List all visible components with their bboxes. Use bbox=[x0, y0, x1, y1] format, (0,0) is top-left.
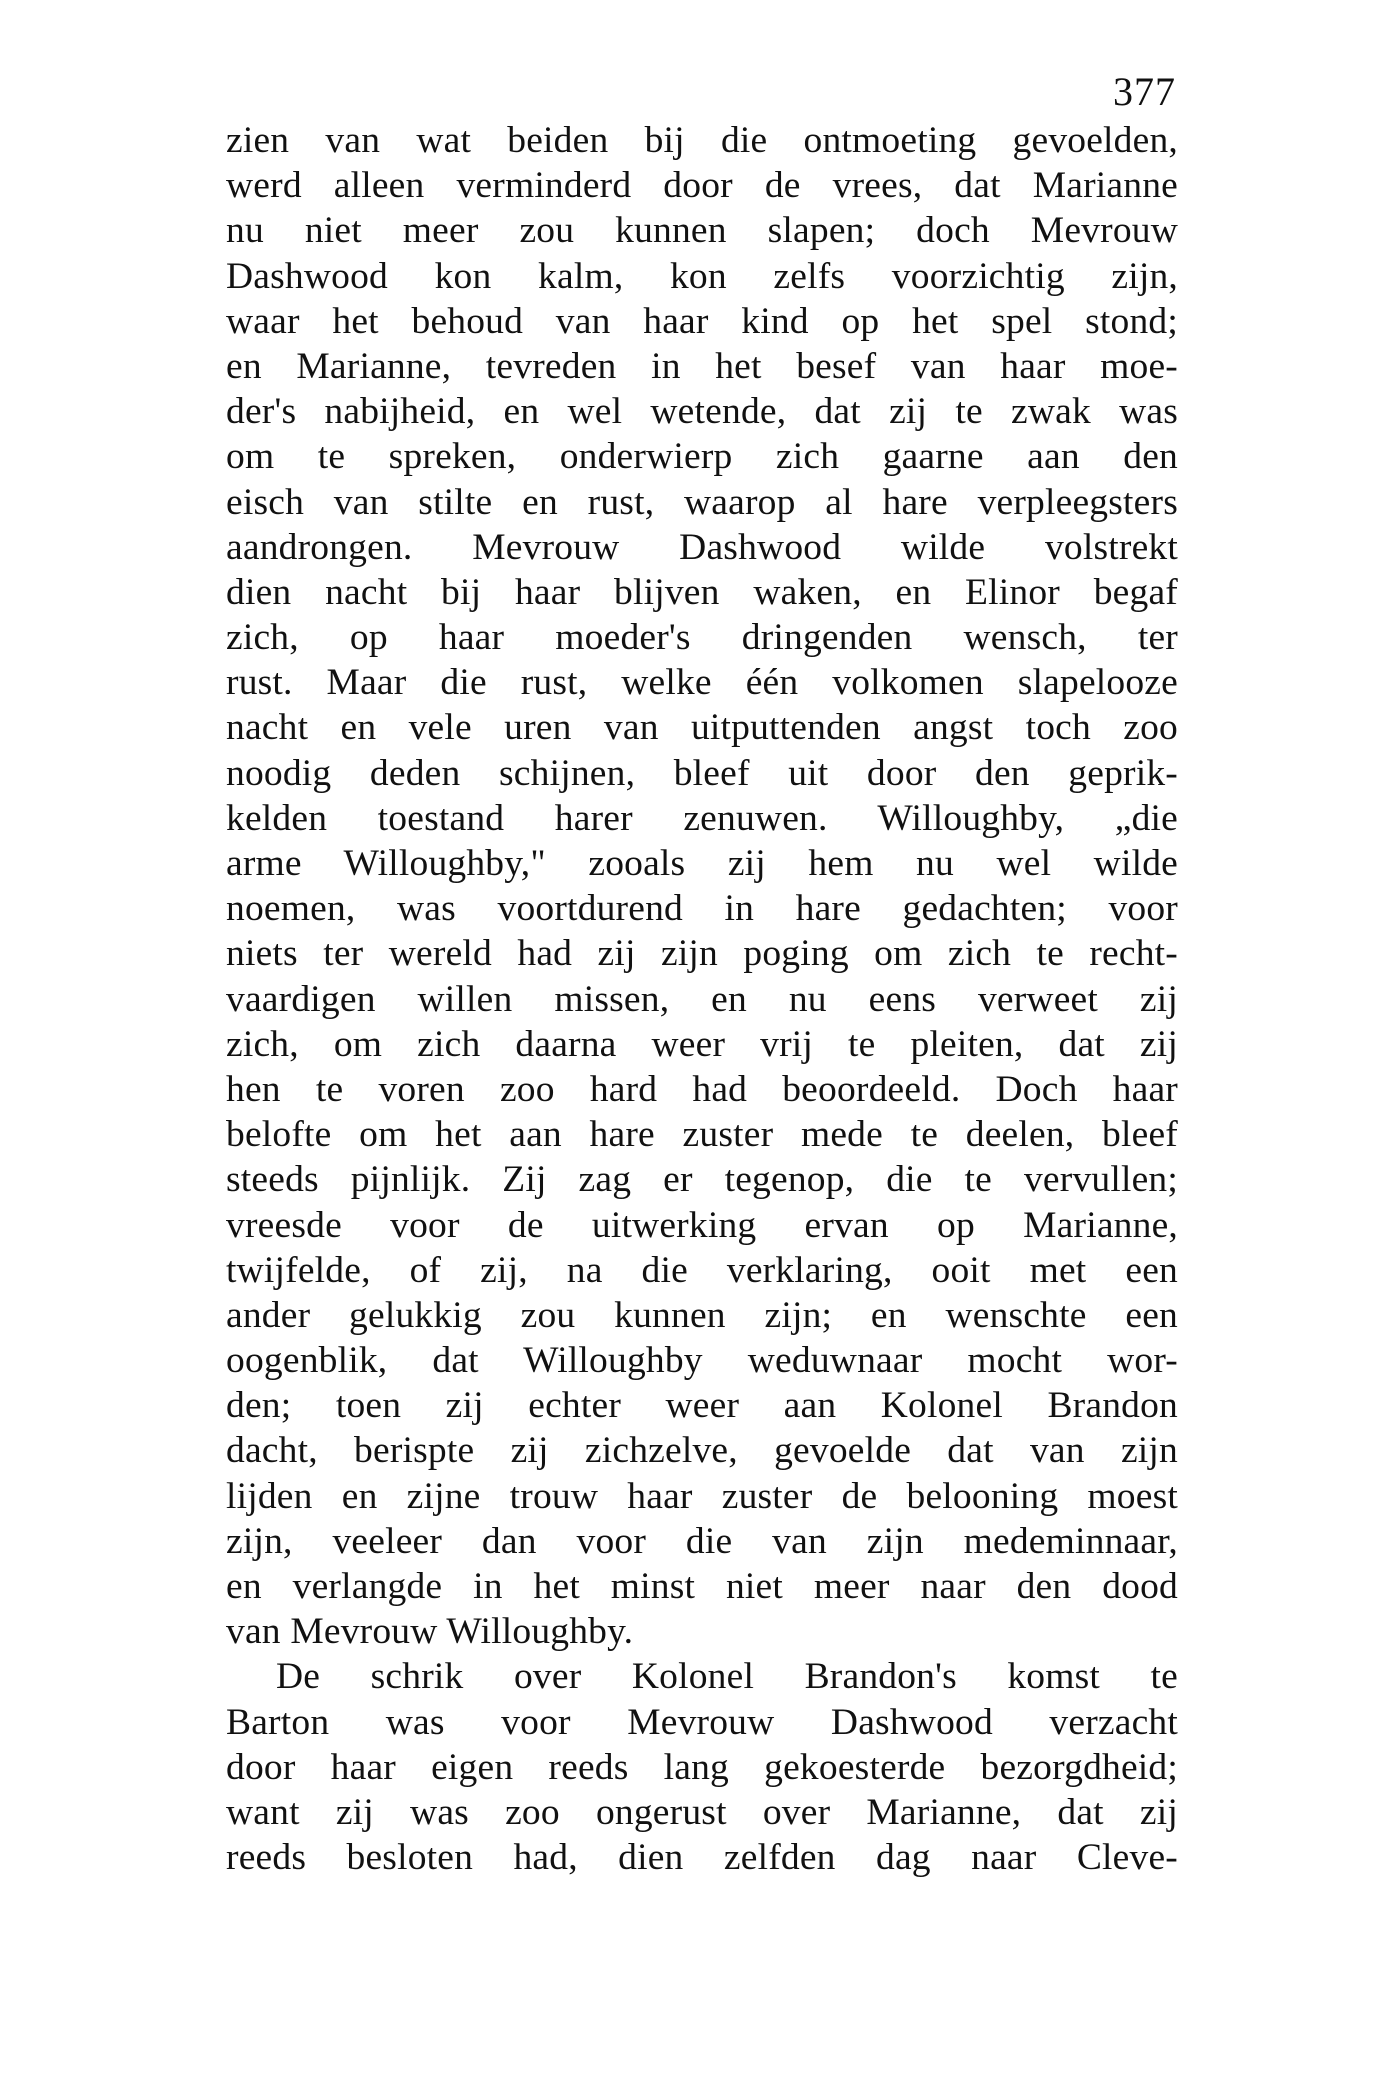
text-line: eisch van stilte en rust, waarop al hare verpleegsters bbox=[226, 481, 1178, 523]
text-line: noemen, was voortdurend in hare gedachten; voor bbox=[226, 888, 1178, 930]
text-line: rust. Maar die rust, welke één volkomen slapelooze bbox=[226, 662, 1178, 704]
text-line: vreesde voor de uitwerking ervan op Marianne, bbox=[226, 1204, 1178, 1246]
text-line: werd alleen verminderd door de vrees, dat Marianne bbox=[226, 165, 1178, 207]
text-line: aandrongen. Mevrouw Dashwood wilde volstrekt bbox=[226, 526, 1178, 568]
text-line: noodig deden schijnen, bleef uit door den geprik- bbox=[226, 752, 1178, 794]
text-line: steeds pijnlijk. Zij zag er tegenop, die te vervullen; bbox=[226, 1159, 1178, 1201]
text-line: want zij was zoo ongerust over Marianne, dat zij bbox=[226, 1791, 1178, 1833]
text-line: Barton was voor Mevrouw Dashwood verzacht bbox=[226, 1701, 1178, 1743]
text-line: der's nabijheid, en wel wetende, dat zij te zwak was bbox=[226, 391, 1178, 433]
text-line: waar het behoud van haar kind op het spel stond; bbox=[226, 300, 1178, 342]
page-number: 377 bbox=[1113, 69, 1176, 114]
text-line: en verlangde in het minst niet meer naar den dood bbox=[226, 1566, 1178, 1607]
text-line: den; toen zij echter weer aan Kolonel Brandon bbox=[226, 1385, 1178, 1427]
text-line: De schrik over Kolonel Brandon's komst te bbox=[276, 1656, 1178, 1698]
text-line: kelden toestand harer zenuwen. Willoughby, „die bbox=[226, 797, 1178, 839]
text-line: van Mevrouw Willoughby. bbox=[226, 1611, 634, 1653]
text-line: nacht en vele uren van uitputtenden angst toch zoo bbox=[226, 707, 1178, 749]
text-line: Dashwood kon kalm, kon zelfs voorzichtig zijn, bbox=[226, 255, 1178, 297]
text-line: door haar eigen reeds lang gekoesterde bezorgdheid; bbox=[226, 1746, 1178, 1788]
text-line: vaardigen willen missen, en nu eens verweet zij bbox=[226, 978, 1178, 1020]
text-line: dacht, berispte zij zichzelve, gevoelde dat van zijn bbox=[226, 1430, 1178, 1472]
text-line: dien nacht bij haar blijven waken, en Elinor begaf bbox=[226, 571, 1178, 613]
text-line: zich, om zich daarna weer vrij te pleiten, dat zij bbox=[226, 1023, 1178, 1065]
text-line: zijn, veeleer dan voor die van zijn medeminnaar, bbox=[226, 1520, 1178, 1562]
body-text bbox=[226, 118, 1178, 1880]
text-line: belofte om het aan hare zuster mede te deelen, bleef bbox=[226, 1114, 1178, 1156]
text-line: om te spreken, onderwierp zich gaarne aan den bbox=[226, 436, 1178, 478]
text-line: hen te voren zoo hard had beoordeeld. Doch haar bbox=[226, 1068, 1178, 1110]
text-line: en Marianne, tevreden in het besef van haar moe- bbox=[226, 345, 1178, 387]
text-line: ander gelukkig zou kunnen zijn; en wenschte een bbox=[226, 1294, 1178, 1336]
text-line: oogenblik, dat Willoughby weduwnaar mocht wor- bbox=[226, 1340, 1178, 1382]
text-line: reeds besloten had, dien zelfden dag naar Cleve- bbox=[226, 1837, 1178, 1879]
text-line: lijden en zijne trouw haar zuster de belooning moest bbox=[226, 1475, 1178, 1517]
text-line: niets ter wereld had zij zijn poging om zich te recht- bbox=[226, 933, 1178, 975]
text-line: nu niet meer zou kunnen slapen; doch Mevrouw bbox=[226, 210, 1178, 252]
text-line: arme Willoughby," zooals zij hem nu wel wilde bbox=[226, 843, 1178, 884]
text-line: zich, op haar moeder's dringenden wensch, ter bbox=[226, 617, 1178, 659]
text-line: twijfelde, of zij, na die verklaring, ooit met een bbox=[226, 1249, 1178, 1291]
text-line: zien van wat beiden bij die ontmoeting gevoelden, bbox=[226, 120, 1178, 161]
